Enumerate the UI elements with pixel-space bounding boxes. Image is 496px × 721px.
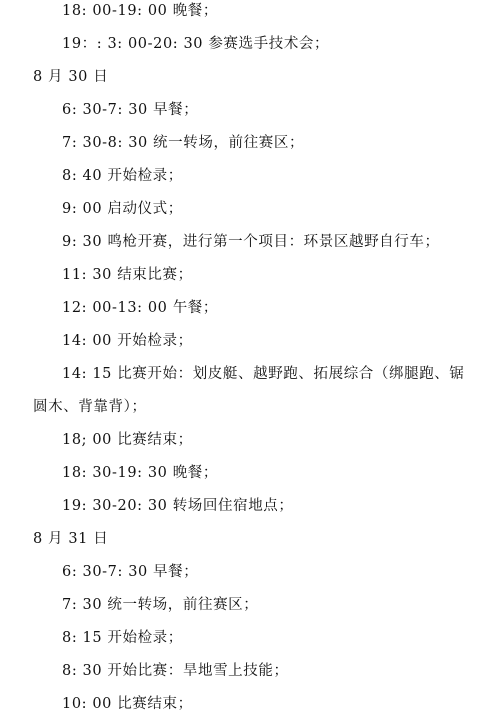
schedule-line: 7: 30-8: 30 统一转场，前往赛区； — [62, 135, 305, 151]
schedule-line: 8: 40 开始检录； — [62, 168, 183, 184]
schedule-line: 9: 00 启动仪式； — [62, 201, 183, 217]
schedule-line: 14: 15 比赛开始：划皮艇、越野跑、拓展综合（绑腿跑、锯 — [62, 366, 465, 382]
schedule-line: 18: 00-19: 00 晚餐； — [62, 3, 218, 19]
schedule-line: 18: 30-19: 30 晚餐； — [62, 465, 218, 481]
schedule-line: 6: 30-7: 30 早餐； — [62, 102, 199, 118]
schedule-line: 10: 00 比赛结束； — [62, 696, 193, 712]
schedule-line: 12: 00-13: 00 午餐； — [62, 300, 218, 316]
schedule-line: 7: 30 统一转场，前往赛区； — [62, 597, 259, 613]
date-heading: 8 月 31 日 — [33, 531, 109, 547]
schedule-line-continuation: 圆木、背靠背）； — [33, 399, 147, 415]
schedule-line: 8: 15 开始检录； — [62, 630, 183, 646]
schedule-line: 19：: 3: 00-20: 30 参赛选手技术会； — [62, 36, 330, 52]
schedule-line: 8: 30 开始比赛：旱地雪上技能； — [62, 663, 289, 679]
date-heading: 8 月 30 日 — [33, 69, 109, 85]
schedule-line: 14: 00 开始检录； — [62, 333, 193, 349]
schedule-line: 18; 00 比赛结束； — [62, 432, 193, 448]
schedule-line: 19: 30-20: 30 转场回住宿地点； — [62, 498, 294, 514]
schedule-line: 9: 30 鸣枪开赛，进行第一个项目：环景区越野自行车； — [62, 234, 440, 250]
schedule-line: 6: 30-7: 30 早餐； — [62, 564, 199, 580]
schedule-line: 11: 30 结束比赛； — [62, 267, 193, 283]
